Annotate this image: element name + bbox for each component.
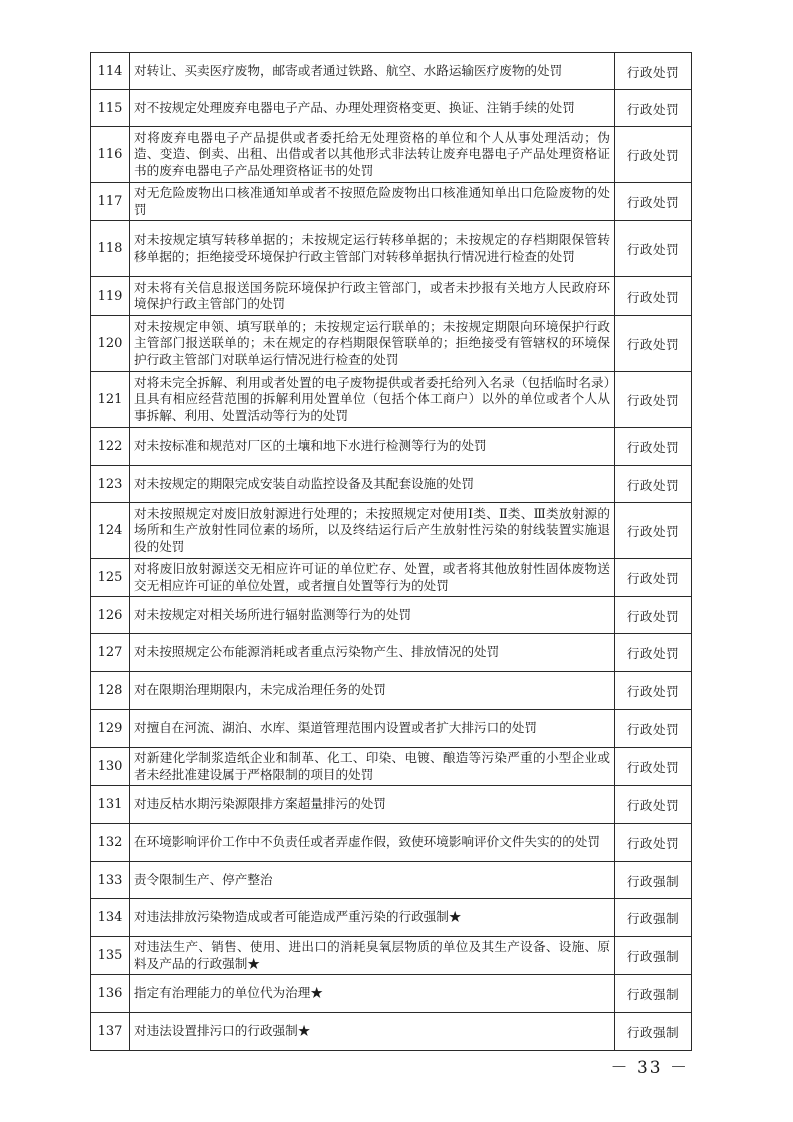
row-description: 对转让、买卖医疗废物，邮寄或者通过铁路、航空、水路运输医疗废物的处罚 [130, 53, 615, 90]
table-row [91, 127, 692, 183]
table-row [91, 221, 692, 277]
row-category: 行政处罚 [615, 428, 692, 466]
row-description: 责令限制生产、停产整治 [130, 862, 615, 899]
table-row [91, 316, 692, 372]
row-description: 对将废弃电器电子产品提供或者委托给无处理资格的单位和个人从事处理活动；伪造、变造、倒卖、出租、出借或者以其他形式非法转让废弃电器电子产品处理资格证书的废弃电器电子产品处理资格证书的处罚 [130, 127, 615, 183]
row-category: 行政处罚 [615, 127, 692, 183]
row-number: 119 [91, 277, 130, 316]
row-number: 124 [91, 503, 130, 559]
row-number: 137 [91, 1013, 130, 1051]
row-category: 行政处罚 [615, 597, 692, 634]
row-category: 行政处罚 [615, 221, 692, 277]
row-category: 行政处罚 [615, 316, 692, 372]
table-row [91, 372, 692, 428]
row-category: 行政处罚 [615, 748, 692, 786]
row-category: 行政强制 [615, 862, 692, 899]
table-row [91, 899, 692, 937]
row-description: 对未将有关信息报送国务院环境保护行政主管部门，或者未抄报有关地方人民政府环境保护行政主管部门的处罚 [130, 277, 615, 316]
table-row [91, 466, 692, 503]
row-number: 123 [91, 466, 130, 503]
row-description: 指定有治理能力的单位代为治理★ [130, 975, 615, 1013]
row-number: 120 [91, 316, 130, 372]
row-description: 对违法生产、销售、使用、进出口的消耗臭氧层物质的单位及其生产设备、设施、原料及产品的行政强制★ [130, 937, 615, 975]
row-number: 121 [91, 372, 130, 428]
row-number: 128 [91, 672, 130, 710]
table-row [91, 1013, 692, 1051]
row-category: 行政强制 [615, 937, 692, 975]
row-category: 行政强制 [615, 975, 692, 1013]
row-description: 对无危险废物出口核准通知单或者不按照危险废物出口核准通知单出口危险废物的处罚 [130, 183, 615, 221]
row-category: 行政处罚 [615, 372, 692, 428]
table-row [91, 824, 692, 862]
row-number: 129 [91, 710, 130, 748]
table-row [91, 503, 692, 559]
row-category: 行政处罚 [615, 183, 692, 221]
row-description: 对未按照规定公布能源消耗或者重点污染物产生、排放情况的处罚 [130, 634, 615, 672]
item-table [90, 52, 692, 1051]
table-row [91, 90, 692, 127]
row-description: 对新建化学制浆造纸企业和制革、化工、印染、电镀、酿造等污染严重的小型企业或者未经批准建设属于严格限制的项目的处罚 [130, 748, 615, 786]
row-category: 行政处罚 [615, 466, 692, 503]
row-category: 行政处罚 [615, 672, 692, 710]
table-row [91, 559, 692, 597]
row-number: 135 [91, 937, 130, 975]
row-description: 对未按规定对相关场所进行辐射监测等行为的处罚 [130, 597, 615, 634]
row-description: 对未按规定的期限完成安装自动监控设备及其配套设施的处罚 [130, 466, 615, 503]
row-number: 116 [91, 127, 130, 183]
table-row [91, 786, 692, 824]
row-category: 行政强制 [615, 1013, 692, 1051]
table-row [91, 862, 692, 899]
row-number: 125 [91, 559, 130, 597]
row-number: 133 [91, 862, 130, 899]
row-category: 行政处罚 [615, 559, 692, 597]
page-number: － 33 － [610, 1058, 689, 1078]
table-row [91, 672, 692, 710]
table-row [91, 748, 692, 786]
row-category: 行政处罚 [615, 90, 692, 127]
table-row [91, 183, 692, 221]
row-category: 行政处罚 [615, 53, 692, 90]
row-number: 118 [91, 221, 130, 277]
row-category: 行政处罚 [615, 710, 692, 748]
row-category: 行政处罚 [615, 277, 692, 316]
row-description: 对在限期治理期限内，未完成治理任务的处罚 [130, 672, 615, 710]
row-number: 131 [91, 786, 130, 824]
row-description: 对未按照规定对废旧放射源进行处理的；未按照规定对使用Ⅰ类、Ⅱ类、Ⅲ类放射源的场所和生产放射性同位素的场所，以及终结运行后产生放射性污染的射线装置实施退役的处罚 [130, 503, 615, 559]
row-description: 对将未完全拆解、利用或者处置的电子废物提供或者委托给列入名录（包括临时名录）且具有相应经营范围的拆解利用处置单位（包括个体工商户）以外的单位或者个人从事拆解、利用、处置活动等行为的处罚 [130, 372, 615, 428]
row-description: 在环境影响评价工作中不负责任或者弄虚作假，致使环境影响评价文件失实的的处罚 [130, 824, 615, 862]
row-description: 对将废旧放射源送交无相应许可证的单位贮存、处置，或者将其他放射性固体废物送交无相应许可证的单位处置，或者擅自处置等行为的处罚 [130, 559, 615, 597]
table-row [91, 428, 692, 466]
row-description: 对违法设置排污口的行政强制★ [130, 1013, 615, 1051]
row-description: 对不按规定处理废弃电器电子产品、办理处理资格变更、换证、注销手续的处罚 [130, 90, 615, 127]
table-row [91, 937, 692, 975]
row-description: 对未按标准和规范对厂区的土壤和地下水进行检测等行为的处罚 [130, 428, 615, 466]
table-row [91, 975, 692, 1013]
row-description: 对未按规定填写转移单据的；未按规定运行转移单据的；未按规定的存档期限保管转移单据的；拒绝接受环境保护行政主管部门对转移单据执行情况进行检查的处罚 [130, 221, 615, 277]
row-category: 行政处罚 [615, 634, 692, 672]
table-row [91, 53, 692, 90]
row-description: 对违法排放污染物造成或者可能造成严重污染的行政强制★ [130, 899, 615, 937]
row-number: 136 [91, 975, 130, 1013]
table-row [91, 634, 692, 672]
row-category: 行政处罚 [615, 503, 692, 559]
item-table-container [90, 52, 692, 1051]
row-description: 对擅自在河流、湖泊、水库、渠道管理范围内设置或者扩大排污口的处罚 [130, 710, 615, 748]
row-category: 行政处罚 [615, 786, 692, 824]
row-description: 对违反枯水期污染源限排方案超量排污的处罚 [130, 786, 615, 824]
table-row [91, 277, 692, 316]
row-number: 114 [91, 53, 130, 90]
row-category: 行政强制 [615, 899, 692, 937]
row-number: 127 [91, 634, 130, 672]
row-number: 134 [91, 899, 130, 937]
row-category: 行政处罚 [615, 824, 692, 862]
row-number: 122 [91, 428, 130, 466]
table-row [91, 597, 692, 634]
row-description: 对未按规定申领、填写联单的；未按规定运行联单的；未按规定期限向环境保护行政主管部门报送联单的；未在规定的存档期限保管联单的；拒绝接受有管辖权的环境保护行政主管部门对联单运行情况进行检查的处罚 [130, 316, 615, 372]
row-number: 117 [91, 183, 130, 221]
row-number: 115 [91, 90, 130, 127]
row-number: 132 [91, 824, 130, 862]
row-number: 130 [91, 748, 130, 786]
row-number: 126 [91, 597, 130, 634]
table-row [91, 710, 692, 748]
